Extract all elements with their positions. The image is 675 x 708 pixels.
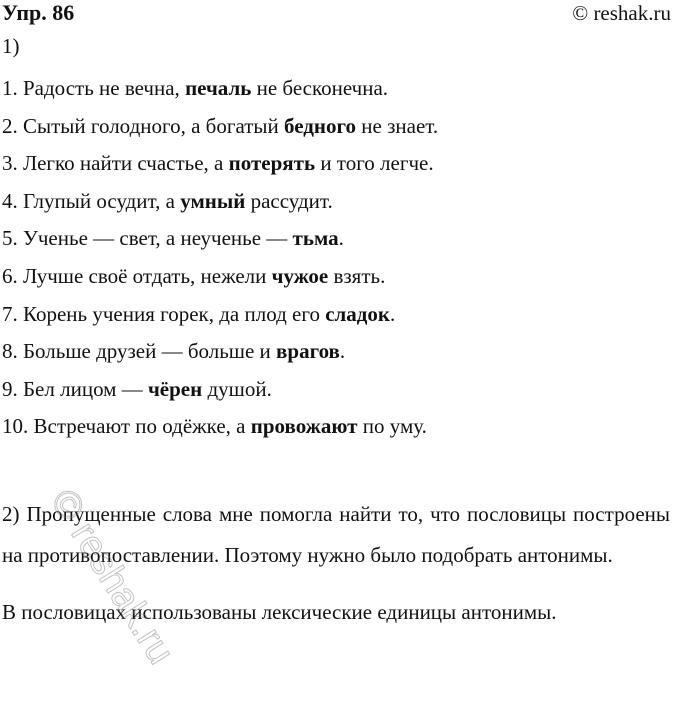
proverb-text: 6. Лучше своё отдать, нежели: [2, 263, 272, 288]
antonym-word: врагов: [276, 339, 340, 364]
proverb-text: не бесконечна.: [251, 76, 389, 100]
proverb-text: 10. Встречают по одёжке, а: [2, 414, 251, 439]
antonym-word: чёрен: [147, 376, 203, 401]
proverb-text: 9. Бел лицом —: [2, 376, 148, 401]
conclusion-text: В пословицах использованы лексические единицы антонимы.: [2, 600, 557, 624]
antonym-word: печаль: [185, 76, 252, 100]
proverb-item: [2, 414, 438, 452]
proverb-text: 3. Легко найти счастье, а: [2, 151, 229, 176]
proverb-text: 8. Больше друзей — больше и: [2, 339, 277, 364]
proverb-item: [2, 226, 438, 264]
antonym-word: бедного: [284, 113, 357, 138]
proverb-text: 7. Корень учения горек, да плод его: [2, 301, 326, 326]
proverb-text: 5. Ученье — свет, а неученье —: [2, 226, 293, 251]
exercise-title: Упр. 86: [2, 0, 75, 25]
proverb-text: 2. Сытый голодного, а богатый: [2, 113, 285, 138]
proverb-item: [2, 189, 438, 227]
proverb-text: .: [338, 226, 344, 251]
proverb-list: [2, 76, 438, 452]
proverb-item: [2, 377, 438, 415]
proverb-item: [2, 264, 438, 302]
proverb-text: по уму.: [357, 414, 427, 439]
proverb-text: 4. Глупый осудит, а: [2, 188, 181, 213]
proverb-item: [2, 76, 438, 114]
antonym-word: сладок: [325, 301, 391, 326]
antonym-word: провожают: [250, 414, 358, 439]
antonym-word: чужое: [271, 263, 329, 288]
copyright-notice: © reshak.ru: [572, 1, 671, 25]
proverb-item: [2, 151, 438, 189]
antonym-word: потерять: [228, 151, 316, 176]
proverb-text: 1. Радость не вечна,: [2, 76, 186, 100]
antonym-word: умный: [180, 188, 246, 213]
part1-label: 1): [2, 34, 20, 58]
watermark: © reshak.ru: [42, 482, 183, 672]
antonym-word: тьма: [292, 226, 339, 251]
proverb-item: [2, 302, 438, 340]
proverb-text: и того легче.: [315, 151, 434, 176]
proverb-item: [2, 339, 438, 377]
proverb-text: .: [339, 339, 346, 364]
proverb-text: душой.: [202, 376, 272, 401]
proverb-text: .: [390, 301, 396, 326]
proverb-text: рассудит.: [245, 188, 333, 213]
proverb-text: не знает.: [356, 113, 439, 138]
proverb-text: взять.: [328, 263, 386, 288]
proverb-item: [2, 114, 438, 152]
part2-explanation: 2) Пропущенные слова мне помогла найти то, что пословицы построены на противопоставлении. Поэтому нужно было подобрать антонимы.: [2, 502, 670, 567]
page-header: [0, 0, 675, 28]
